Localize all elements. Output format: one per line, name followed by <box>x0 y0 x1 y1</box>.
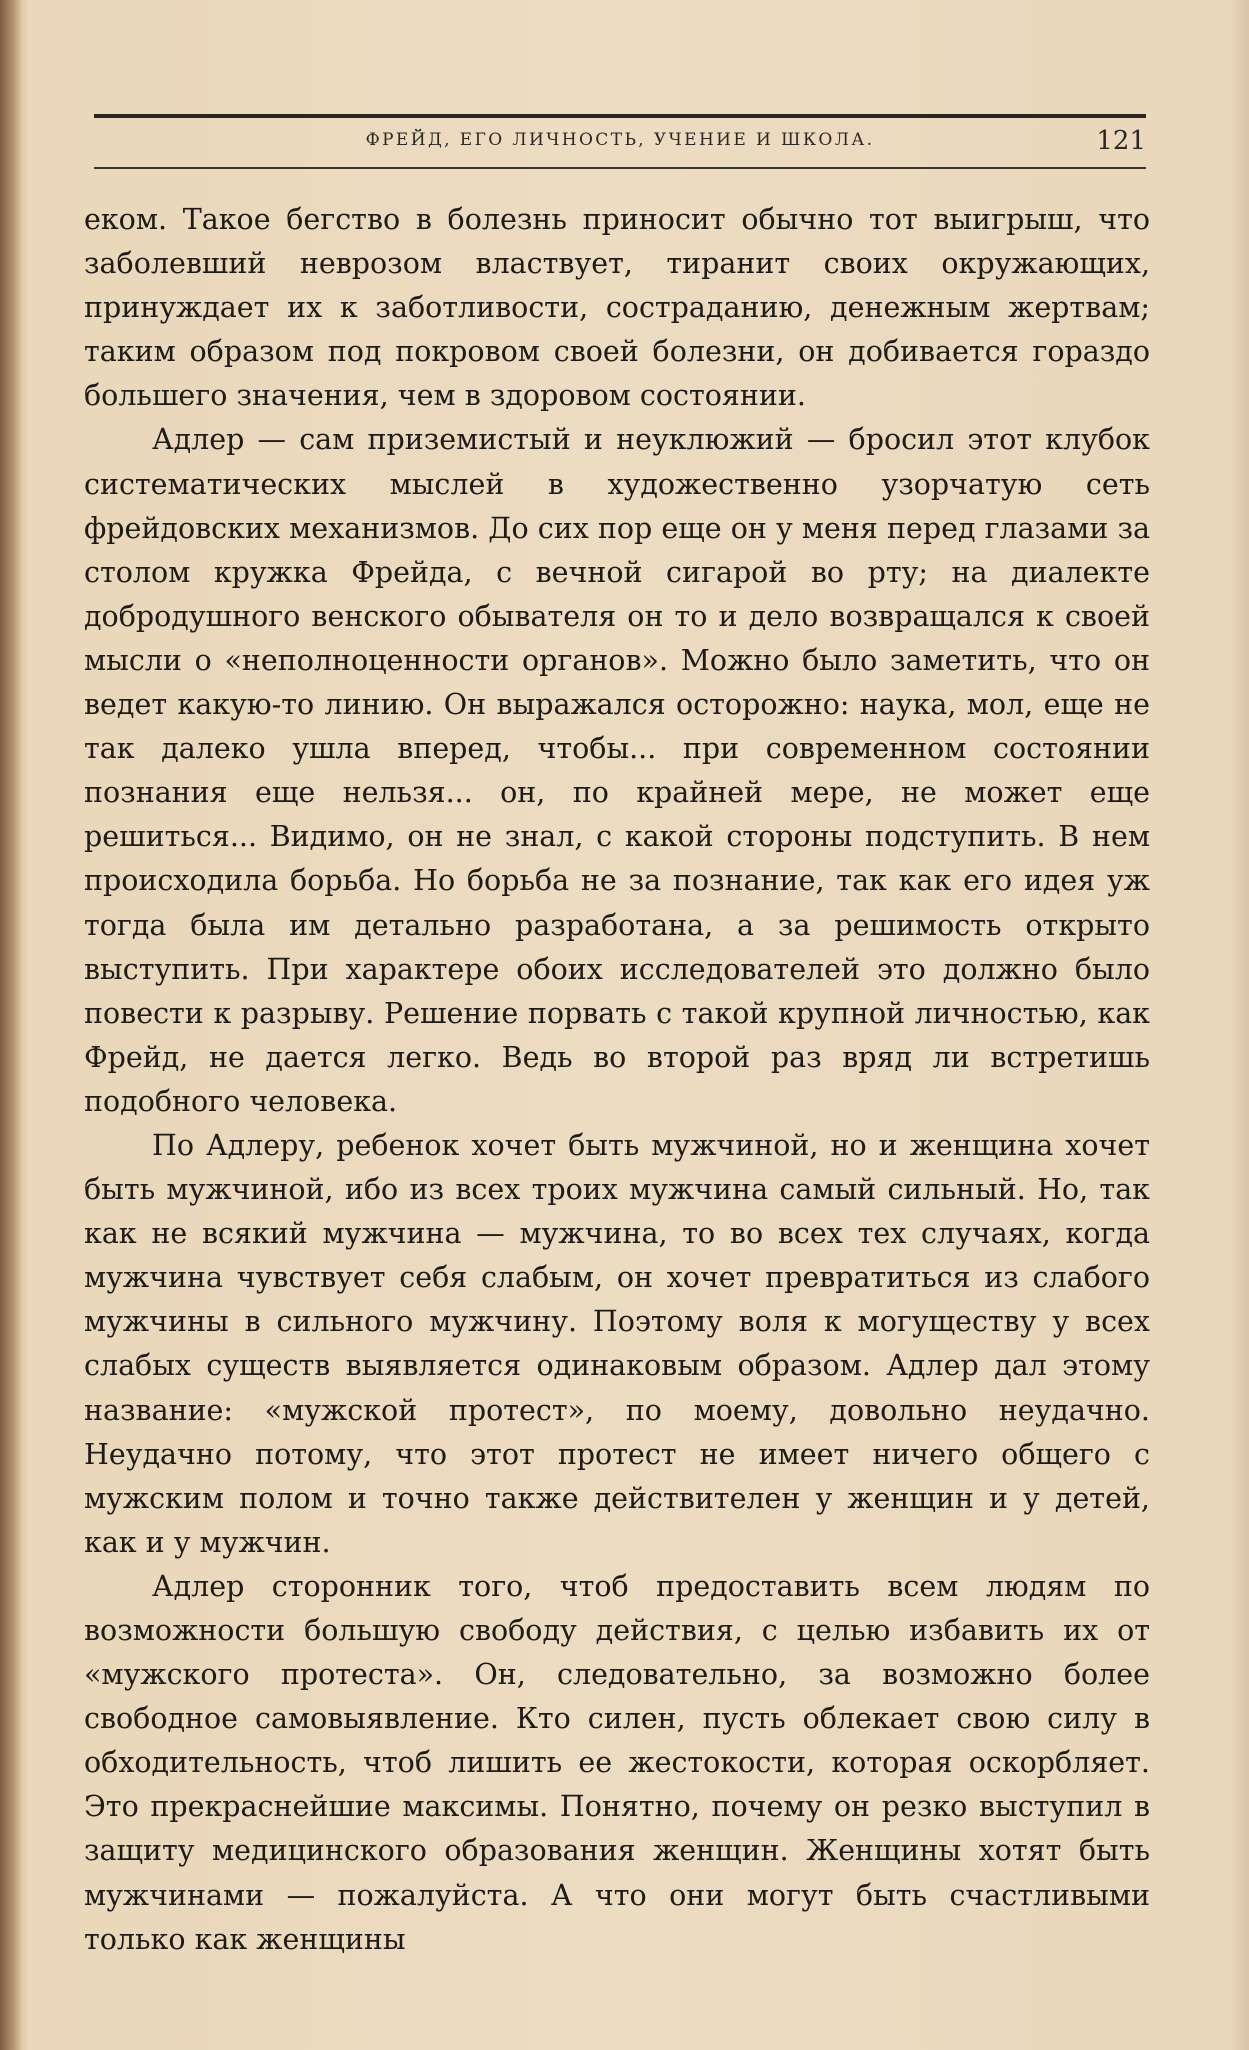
paragraph: Адлер — сам приземистый и неуклюжий — бросил этот клубок систематических мыслей в художественно узорчатую сеть фрейдовских механизмов. До сих пор еще он у меня перед глазами за столом кружка Фрейда, с вечной сигарой во рту; на диалекте добродушного венского обывателя он то и дело возвращался к своей мысли о «неполноценности органов». Можно было заметить, что он ведет какую-то линию. Он выражался осторожно: наука, мол, еще не так далеко ушла вперед, чтобы... при современном состоянии познания еще нельзя... он, по крайней мере, не может еще решиться... Видимо, он не знал, с какой стороны подступить. В нем происходила борьба. Но борьба не за познание, так как его идея уж тогда была им детально разработана, а за решимость открыто выступить. При характере обоих исследователей это должно было повести к разрыву. Решение порвать с такой крупной личностью, как Фрейд, не дается легко. Ведь во второй раз вряд ли встретишь подобного человека. <box>84 423 1150 1118</box>
header-bottom-rule <box>94 167 1146 169</box>
header-top-rule <box>94 114 1146 118</box>
body-text <box>84 198 1150 1962</box>
page-binding-shadow <box>0 0 22 2050</box>
running-header <box>94 124 1146 164</box>
paragraph: По Адлеру, ребенок хочет быть мужчиной, но и женщина хочет быть мужчиной, ибо из всех троих мужчина самый сильный. Но, так как не всякий мужчина — мужчина, то во всех тех случаях, когда мужчина чувствует себя слабым, он хочет превратиться из слабого мужчины в сильного мужчину. Поэтому воля к могуществу у всех слабых существ выявляется одинаковым образом. Адлер дал этому название: «мужской протест», по моему, довольно неудачно. Неудачно потому, что этот протест не имеет ничего общего с мужским полом и точно также действителен у женщин и у детей, как и у мужчин. <box>84 1128 1150 1559</box>
paragraph: Адлер сторонник того, чтоб предоставить всем людям по возможности большую свободу действия, с целью избавить их от «мужского протеста». Он, следовательно, за возможно более свободное самовыявление. Кто силен, пусть облекает свою силу в обходительность, чтоб лишить ее жестокости, которая оскорбляет. Это прекраснейшие максимы. Понятно, почему он резко выступил в защиту медицинского образования женщин. Женщины хотят быть мужчинами — пожалуйста. А что они могут быть счастливыми только как женщины <box>84 1569 1150 1956</box>
page-number: 121 <box>1096 126 1146 156</box>
running-title: ФРЕЙД, ЕГО ЛИЧНОСТЬ, УЧЕНИЕ И ШКОЛА. <box>365 130 875 150</box>
paragraph-continued: еком. Такое бегство в болезнь приносит обычно тот выигрыш, что заболевший неврозом властвует, тиранит своих окружающих, принуждает их к заботливости, состраданию, денежным жертвам; таким образом под покровом своей болезни, он добивается гораздо большего значения, чем в здоровом состоянии. <box>84 203 1150 413</box>
